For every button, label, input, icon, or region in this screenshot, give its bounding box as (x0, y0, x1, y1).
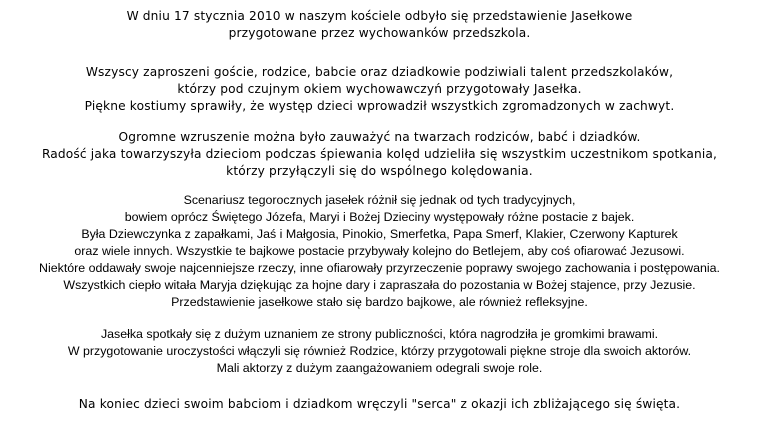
text-line: oraz wiele innych. Wszystkie te bajkowe postacie przybywały kolejno do Betlejem, aby coś ofiarować Jezusowi. (74, 244, 685, 258)
text-line: którzy przyłączyli się do wspólnego kolędowania. (226, 164, 533, 178)
text-line: Wszystkich ciepło witała Maryja dziękując za hojne dary i zapraszała do pozostania w Bożej stajence, przy Jezusie. (63, 278, 696, 292)
text-line: Piękne kostiumy sprawiły, że występ dzieci wprowadził wszystkich zgromadzonych w zachwyt. (84, 99, 675, 113)
text-line: Na koniec dzieci swoim babciom i dziadkom wręczyli "serca" z okazji ich zbliżającego się święta. (78, 397, 681, 411)
text-line: Niektóre oddawały swoje najcenniejsze rzeczy, inne ofiarowały przyrzeczenie poprawy swojego zachowania i postępowania. (39, 261, 720, 275)
paragraph-guests (0, 64, 759, 115)
text-line: Ogromne wzruszenie można było zauważyć na twarzach rodziców, babć i dziadków. (118, 130, 641, 144)
text-line: Mali aktorzy z dużym zaangażowaniem odegrali swoje role. (216, 361, 543, 375)
text-line: Wszyscy zaproszeni goście, rodzice, babcie oraz dziadkowie podziwiali talent przedszkolaków, (85, 65, 674, 79)
text-line: W przygotowanie uroczystości włączyli się również Rodzice, którzy przygotowali piękne stroje dla swoich aktorów. (67, 344, 692, 358)
text-line: przygotowane przez wychowanków przedszkola. (228, 26, 531, 40)
paragraph-scenario (0, 192, 759, 311)
text-line: Radość jaka towarzyszyła dzieciom podczas śpiewania kolęd udzieliła się wszystkim uczestnikom spotkania, (41, 147, 718, 161)
text-line: Scenariusz tegorocznych jasełek różnił się jednak od tych tradycyjnych, (183, 193, 576, 207)
text-line: Była Dziewczynka z zapałkami, Jaś i Małgosia, Pinokio, Smerfetka, Papa Smerf, Klakier, Czerwony Kapturek (81, 227, 678, 241)
text-line: bowiem oprócz Świętego Józefa, Maryi i Bożej Dzieciny występowały różne postacie z bajek. (124, 210, 635, 224)
text-line: W dniu 17 stycznia 2010 w naszym kościele odbyło się przedstawienie Jasełkowe (126, 9, 633, 23)
text-line: którzy pod czujnym okiem wychowawczyń przygotowały Jasełka. (177, 82, 582, 96)
paragraph-reception (0, 326, 759, 377)
paragraph-emotion (0, 129, 759, 180)
paragraph-closing (0, 396, 759, 413)
paragraph-intro (0, 8, 759, 42)
text-line: Jasełka spotkały się z dużym uznaniem ze strony publiczności, która nagrodziła je gromkimi brawami. (100, 327, 659, 341)
text-line: Przedstawienie jasełkowe stało się bardzo bajkowe, ale również refleksyjne. (171, 295, 588, 309)
